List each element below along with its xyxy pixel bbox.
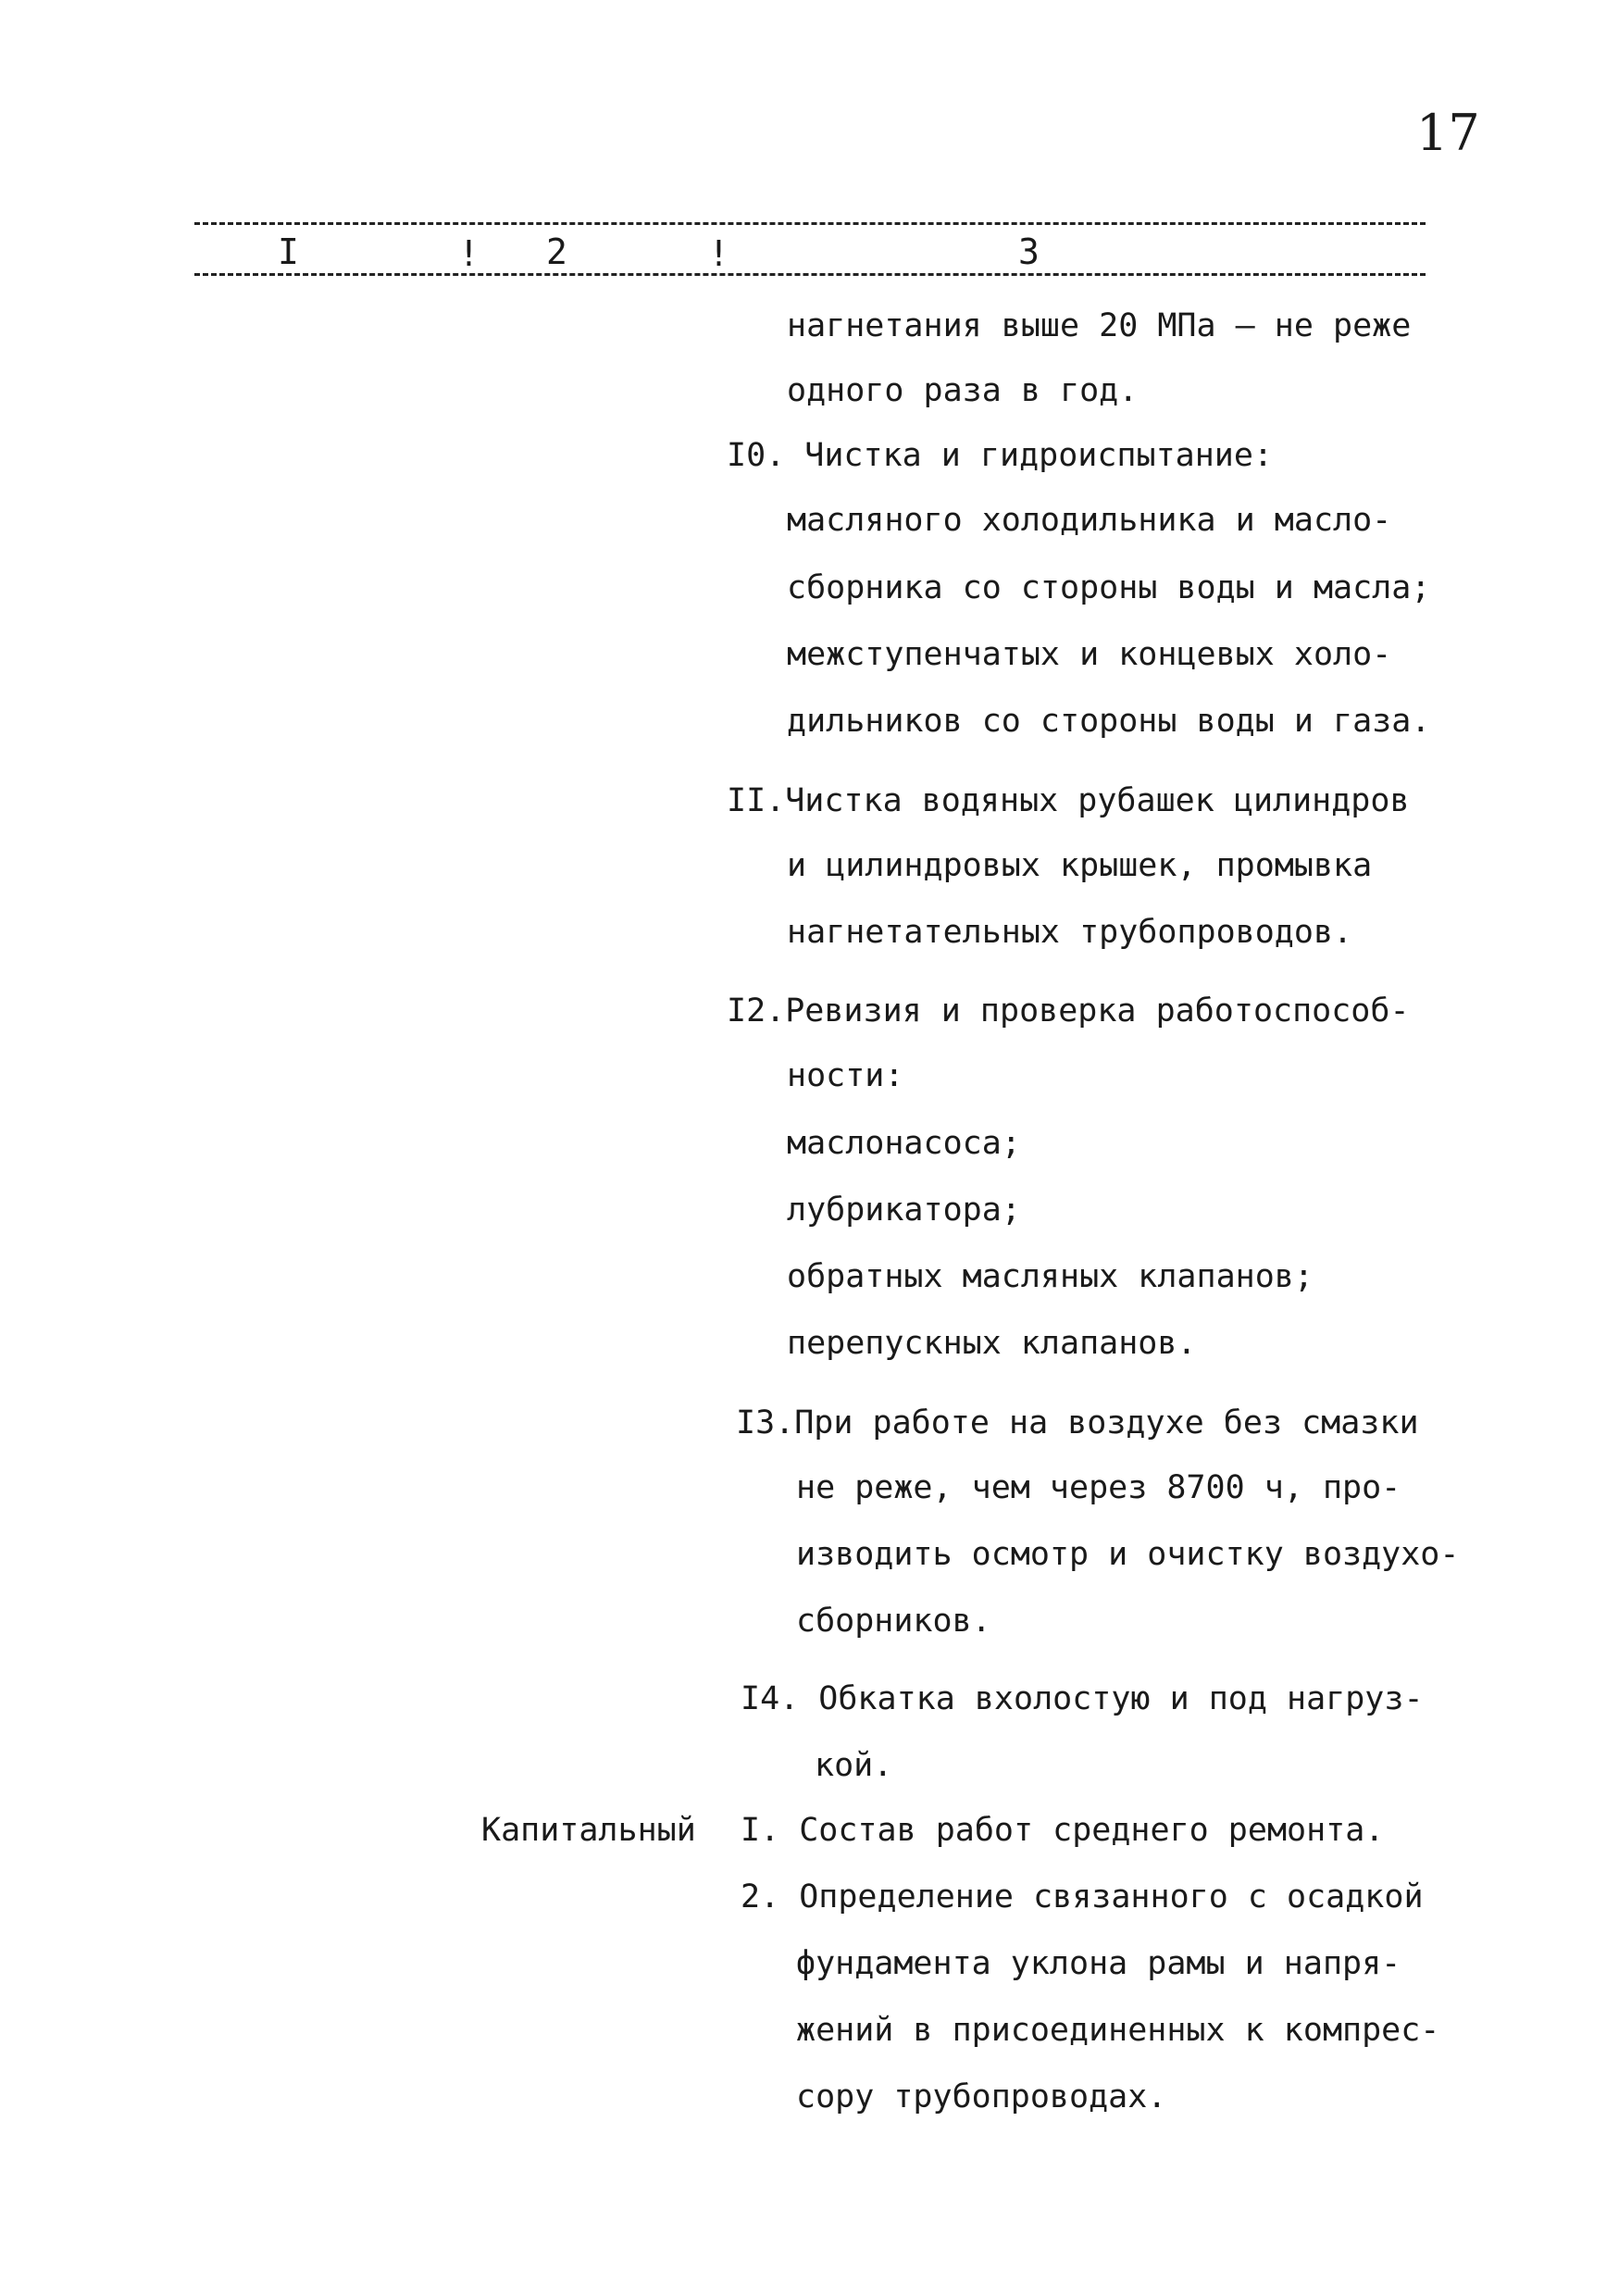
table-header-top-rule xyxy=(194,222,1426,225)
text-line: межступенчатых и концевых холо- xyxy=(787,636,1392,673)
column-separator-2: ! xyxy=(708,233,729,274)
page-number: 17 xyxy=(1416,104,1480,162)
text-line: дильников со стороны воды и газа. xyxy=(787,703,1431,740)
text-line: изводить осмотр и очистку воздухо- xyxy=(796,1536,1460,1573)
text-line: перепускных клапанов. xyxy=(787,1325,1197,1362)
text-line: фундамента уклона рамы и напря- xyxy=(796,1945,1401,1982)
text-line: I3.При работе на воздухе без смазки xyxy=(736,1404,1419,1441)
text-line: кой. xyxy=(815,1747,893,1784)
column-header-1: I xyxy=(278,231,299,272)
repair-type-label: Капитальный xyxy=(481,1812,696,1849)
text-line: нагнетания выше 20 МПа – не реже xyxy=(787,307,1412,344)
text-line: обратных масляных клапанов; xyxy=(787,1258,1314,1295)
text-line: и цилиндровых крышек, промывка xyxy=(787,847,1373,884)
text-line: I4. Обкатка вхолостую и под нагруз- xyxy=(741,1680,1424,1717)
text-line: жений в присоединенных к компрес- xyxy=(796,2012,1440,2049)
text-line: сору трубопроводах. xyxy=(796,2078,1167,2115)
column-header-3: 3 xyxy=(1018,231,1040,272)
text-line: II.Чистка водяных рубашек цилиндров xyxy=(727,782,1410,819)
text-line: сборника со стороны воды и масла; xyxy=(787,569,1431,606)
text-line: лубрикатора; xyxy=(787,1192,1021,1229)
text-line: I0. Чистка и гидроиспытание: xyxy=(727,437,1274,474)
text-line: сборников. xyxy=(796,1603,991,1640)
text-line: ности: xyxy=(787,1057,904,1094)
text-line: масляного холодильника и масло- xyxy=(787,502,1392,539)
text-line: маслонасоса; xyxy=(787,1125,1021,1162)
column-separator-1: ! xyxy=(458,233,479,274)
text-line: нагнетательных трубопроводов. xyxy=(787,914,1353,951)
text-line: I2.Ревизия и проверка работоспособ- xyxy=(727,992,1410,1029)
column-header-2: 2 xyxy=(546,231,567,272)
text-line: не реже, чем через 8700 ч, про- xyxy=(796,1469,1401,1506)
table-header-bottom-rule xyxy=(194,273,1426,276)
text-line: одного раза в год. xyxy=(787,372,1139,409)
text-line: I. Состав работ среднего ремонта. xyxy=(741,1812,1385,1849)
text-line: 2. Определение связанного с осадкой xyxy=(741,1878,1424,1915)
